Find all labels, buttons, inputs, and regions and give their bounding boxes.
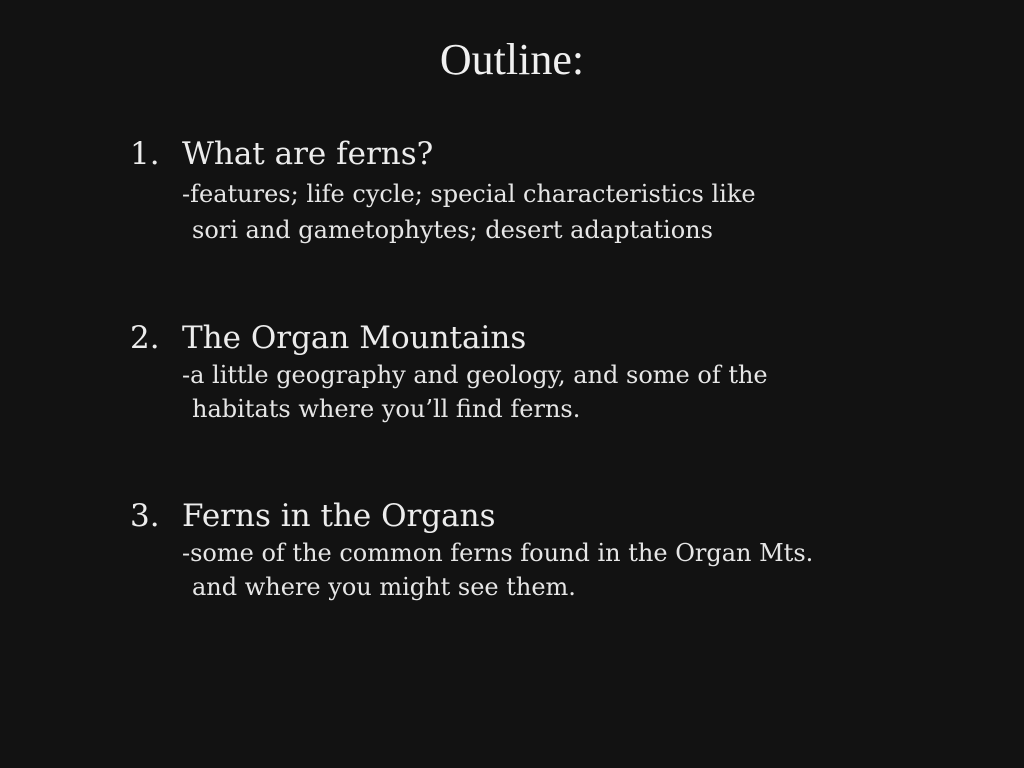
outline-item-description <box>130 176 950 248</box>
outline-item <box>130 496 950 604</box>
description-line: -some of the common ferns found in the Organ Mts. <box>182 539 814 567</box>
description-line: sori and gametophytes; desert adaptations <box>192 216 713 244</box>
outline-item <box>130 318 950 426</box>
description-line: -features; life cycle; special characteristics like <box>182 180 756 208</box>
outline-item-title: What are ferns? <box>182 136 434 172</box>
outline-item-number: 1. <box>130 136 160 172</box>
outline-item-number: 2. <box>130 320 160 356</box>
outline-item-heading <box>130 134 950 174</box>
outline-item-heading <box>130 496 950 536</box>
outline-item-number: 3. <box>130 498 160 534</box>
outline-item-title: Ferns in the Organs <box>182 498 496 534</box>
outline-item-heading <box>130 318 950 358</box>
description-line: habitats where you’ll find ferns. <box>192 395 581 423</box>
outline-item-title: The Organ Mountains <box>182 320 527 356</box>
description-line: and where you might see them. <box>192 573 576 601</box>
outline-item <box>130 134 950 248</box>
description-line: -a little geography and geology, and some of the <box>182 361 768 389</box>
slide-title: Outline: <box>439 35 585 84</box>
outline-item-description <box>130 536 950 604</box>
outline-item-description <box>130 358 950 426</box>
